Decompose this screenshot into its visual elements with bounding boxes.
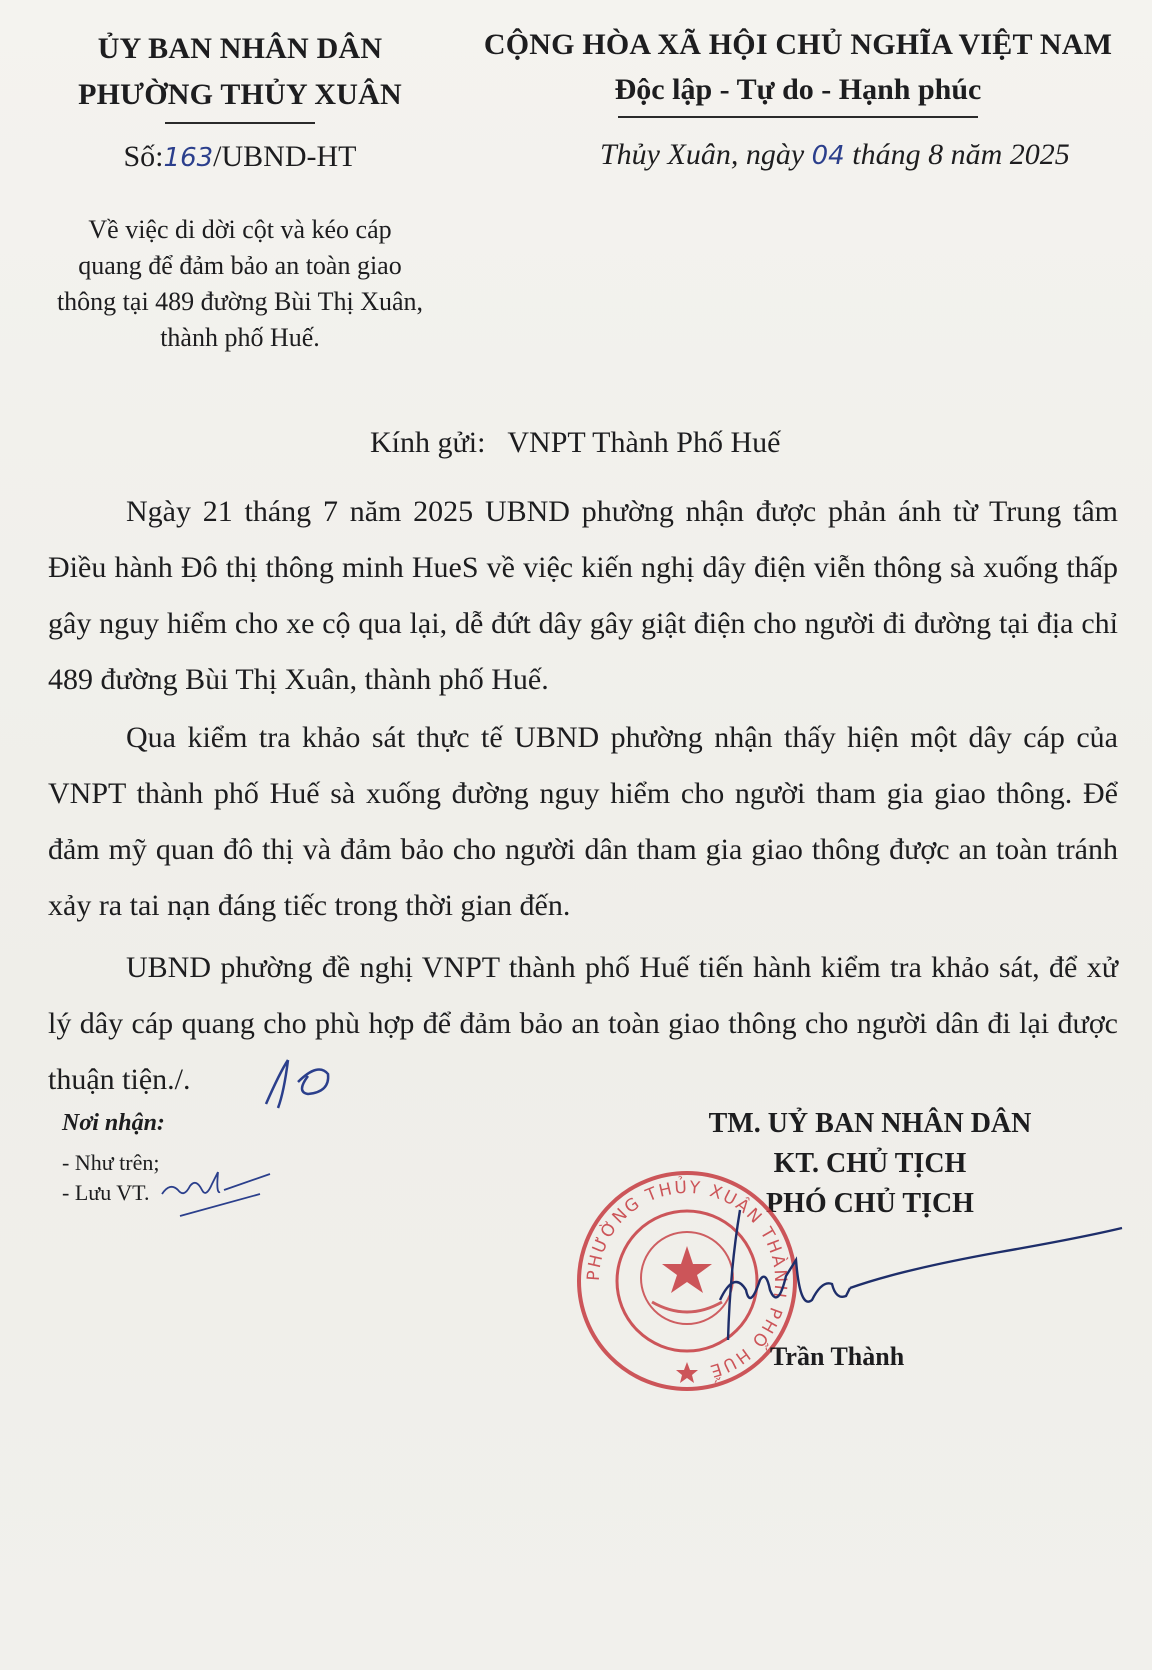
sign-line-1: TM. UỶ BAN NHÂN DÂN [708,1108,1032,1139]
initials-scribble-icon [258,1052,348,1112]
date-suffix: tháng 8 năm 2025 [852,138,1070,171]
recipients-list-item: - Lưu VT. [62,1180,150,1205]
sign-line-2: KT. CHỦ TỊCH [773,1148,967,1179]
document-number [30,140,450,174]
signer-name: Trần Thành [770,1342,905,1371]
archive-initial-scribble-icon [160,1164,280,1224]
body-paragraph-2: Qua kiểm tra khảo sát thực tế UBND phường nhận thấy hiện một dây cáp của VNPT thành phố Huế sà xuống đường nguy hiểm cho người tham gia giao thông. Để đảm mỹ quan đô thị và đảm bảo cho người dân tham gia giao thông được an toàn tránh xảy ra tai nạn đáng tiếc trong thời gian đến. [48,721,1118,922]
recipient: Kính gửi: VNPT Thành Phố Huế [370,426,781,459]
date-day-handwritten: 04 [811,141,845,171]
agency-line-2: PHƯỜNG THỦY XUÂN [78,78,402,111]
agency-line-1: ỦY BAN NHÂN DÂN [97,32,383,65]
subject-line-3: thông tại 489 đường Bùi Thị Xuân, [56,287,424,316]
subject [30,212,450,356]
agency-underline [165,122,315,124]
handwritten-signature-icon [700,1200,1130,1350]
country-name: CỘNG HÒA XÃ HỘI CHỦ NGHĨA VIỆT NAM [483,28,1113,61]
subject-line-4: thành phố Huế. [160,323,320,352]
body-paragraph-1: Ngày 21 tháng 7 năm 2025 UBND phường nhận được phản ánh từ Trung tâm Điều hành Đô thị thông minh HueS về việc kiến nghị dây điện viễn thông sà xuống thấp gây nguy hiểm cho xe cộ qua lại, dễ đứt dây gây giật điện cho người đi đường tại địa chỉ 489 đường Bùi Thị Xuân, thành phố Huế. [48,495,1118,696]
doc-number-suffix: /UBND-HT [213,140,357,173]
recipients-list-item: - Như trên; [62,1150,160,1175]
national-motto-header [448,22,1148,118]
sign-line-3: PHÓ CHỦ TỊCH [766,1188,974,1219]
date-prefix: Thủy Xuân, ngày [600,138,805,171]
motto: Độc lập - Tự do - Hạnh phúc [614,73,982,106]
doc-number-handwritten: 163 [163,143,214,173]
issue-date [600,138,1120,172]
doc-number-prefix: Số: [123,140,164,173]
seal-text: PHƯỜNG THỦY XUÂN THÀNH PHỐ HUẾ [583,1177,791,1382]
issuing-agency-header [30,26,450,124]
body-paragraph-3: UBND phường đề nghị VNPT thành phố Huế tiến hành kiểm tra khảo sát, để xử lý dây cáp quang cho phù hợp để đảm bảo an toàn giao thông cho người dân đi lại được thuận tiện./. [48,951,1118,1096]
subject-line-2: quang để đảm bảo an toàn giao [78,251,402,280]
subject-line-1: Về việc di dời cột và kéo cáp [88,215,392,244]
motto-underline [618,116,978,118]
recipients-list-title: Nơi nhận: [62,1110,165,1136]
